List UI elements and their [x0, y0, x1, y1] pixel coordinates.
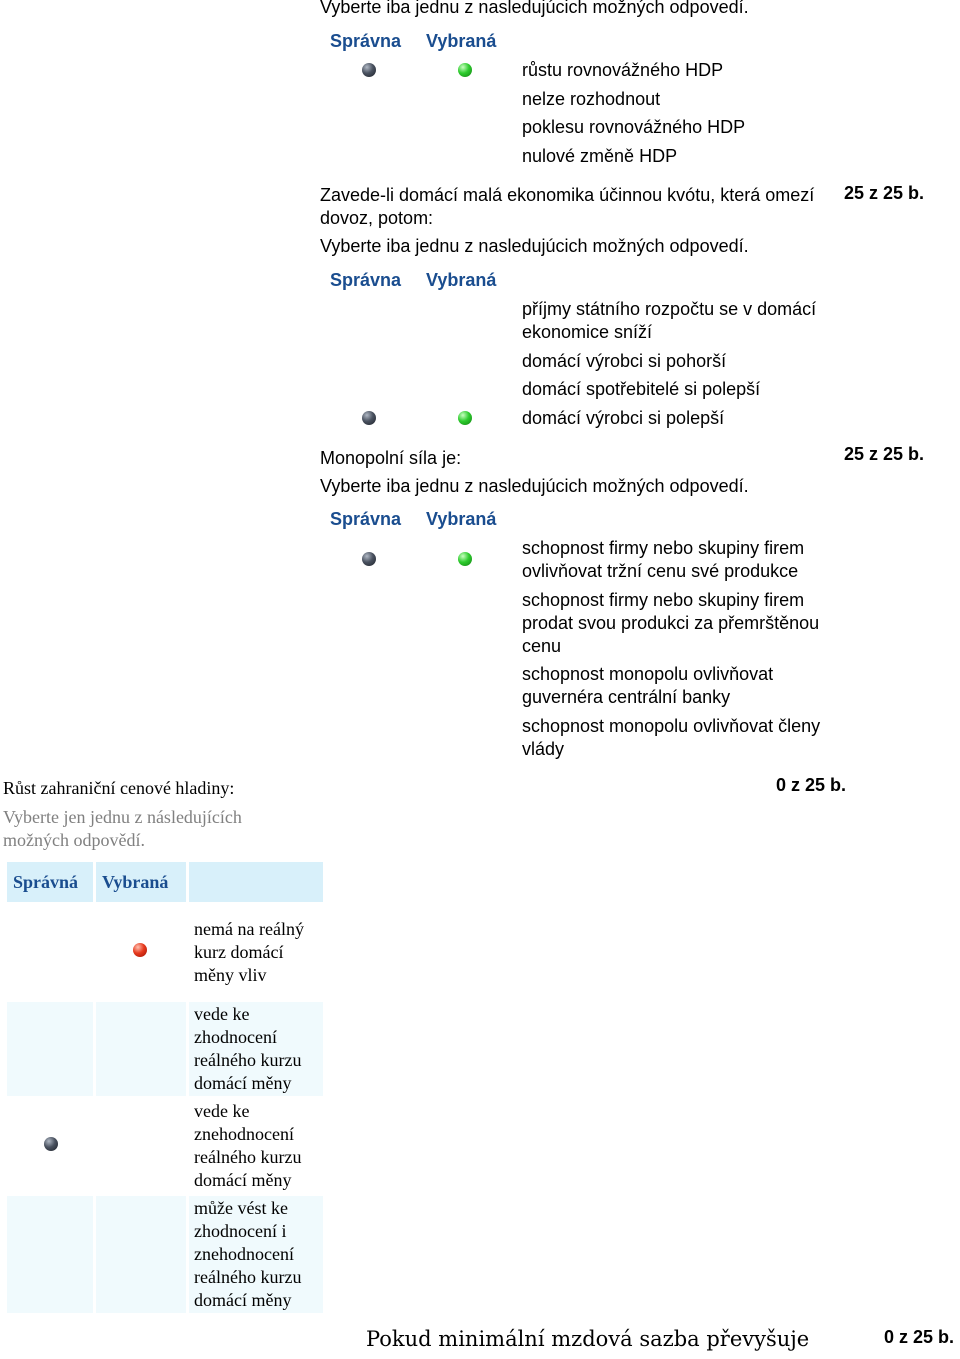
q1-option-3: poklesu rovnovážného HDP	[522, 117, 746, 137]
table-row	[7, 1002, 323, 1096]
q2-option-1: příjmy státního rozpočtu se v domácí ekonomice sníží	[522, 299, 817, 342]
q4-col-text	[189, 862, 323, 902]
q1-option-2: nelze rozhodnout	[522, 89, 661, 109]
q4-option-1: nemá na reálný kurz domácí měny vliv	[194, 918, 304, 985]
q4-question: Růst zahraniční cenové hladiny:	[3, 778, 235, 798]
selected-correct-marker-icon	[458, 411, 472, 425]
q1-option-4: nulové změně HDP	[522, 146, 678, 166]
q3-question: Monopolní síla je:	[320, 448, 462, 468]
q3-option-2: schopnost firmy nebo skupiny firem prodat svou produkci za přemrštěnou cenu	[522, 590, 820, 656]
q1-instruction: Vyberte iba jednu z nasledujúcich možných odpovedí.	[320, 0, 749, 17]
q4-option-3: vede ke znehodnocení reálného kurzu domácí měny	[194, 1101, 302, 1190]
q3-instruction: Vyberte iba jednu z nasledujúcich možných odpovedí.	[320, 476, 749, 496]
q2-option-3: domácí spotřebitelé si polepší	[522, 379, 761, 399]
q1-option-1: růstu rovnovážného HDP	[522, 60, 724, 80]
q4-col-selected: Vybraná	[96, 862, 186, 902]
q4-option-4: může vést ke zhodnocení i znehodnocení reálného kurzu domácí měny	[189, 1196, 323, 1313]
table-row	[7, 1099, 323, 1193]
q4-option-2: vede ke zhodnocení reálného kurzu domácí měny	[189, 1002, 323, 1096]
q4-instruction: Vyberte jen jednu z následujících možných odpovědí.	[3, 807, 242, 850]
q3-score: 25 z 25 b.	[844, 444, 925, 464]
q3-col-correct: Správna	[330, 509, 402, 529]
correct-marker-icon	[44, 1137, 58, 1151]
table-row	[7, 1196, 323, 1313]
q2-col-correct: Správna	[330, 270, 402, 290]
q1-col-correct: Správna	[330, 31, 402, 51]
q5-question-start: Pokud minimální mzdová sazba převyšuje	[366, 1327, 810, 1351]
q3-option-3: schopnost monopolu ovlivňovat guvernéra centrální banky	[522, 664, 774, 707]
selected-correct-marker-icon	[458, 552, 472, 566]
q1-col-selected: Vybraná	[426, 31, 497, 51]
q4-col-correct: Správná	[7, 862, 93, 902]
q5-score: 0 z 25 b.	[884, 1327, 955, 1347]
selected-correct-marker-icon	[458, 63, 472, 77]
q3-option-4: schopnost monopolu ovlivňovat členy vlády	[522, 716, 821, 759]
selected-wrong-marker-icon	[133, 943, 147, 957]
q4-answer-table	[4, 859, 326, 1316]
q2-col-selected: Vybraná	[426, 270, 497, 290]
q2-option-4: domácí výrobci si polepší	[522, 408, 725, 428]
q2-score: 25 z 25 b.	[844, 183, 925, 203]
q2-option-2: domácí výrobci si pohorší	[522, 351, 727, 371]
q2-question: Zavede-li domácí malá ekonomika účinnou kvótu, která omezí dovoz, potom:	[320, 185, 815, 228]
table-row	[7, 905, 323, 999]
correct-marker-icon	[362, 63, 376, 77]
correct-marker-icon	[362, 552, 376, 566]
correct-marker-icon	[362, 411, 376, 425]
q4-score: 0 z 25 b.	[776, 775, 847, 795]
q3-option-1: schopnost firmy nebo skupiny firem ovlivňovat tržní cenu své produkce	[522, 538, 805, 581]
q3-col-selected: Vybraná	[426, 509, 497, 529]
q2-instruction: Vyberte iba jednu z nasledujúcich možných odpovedí.	[320, 236, 749, 256]
